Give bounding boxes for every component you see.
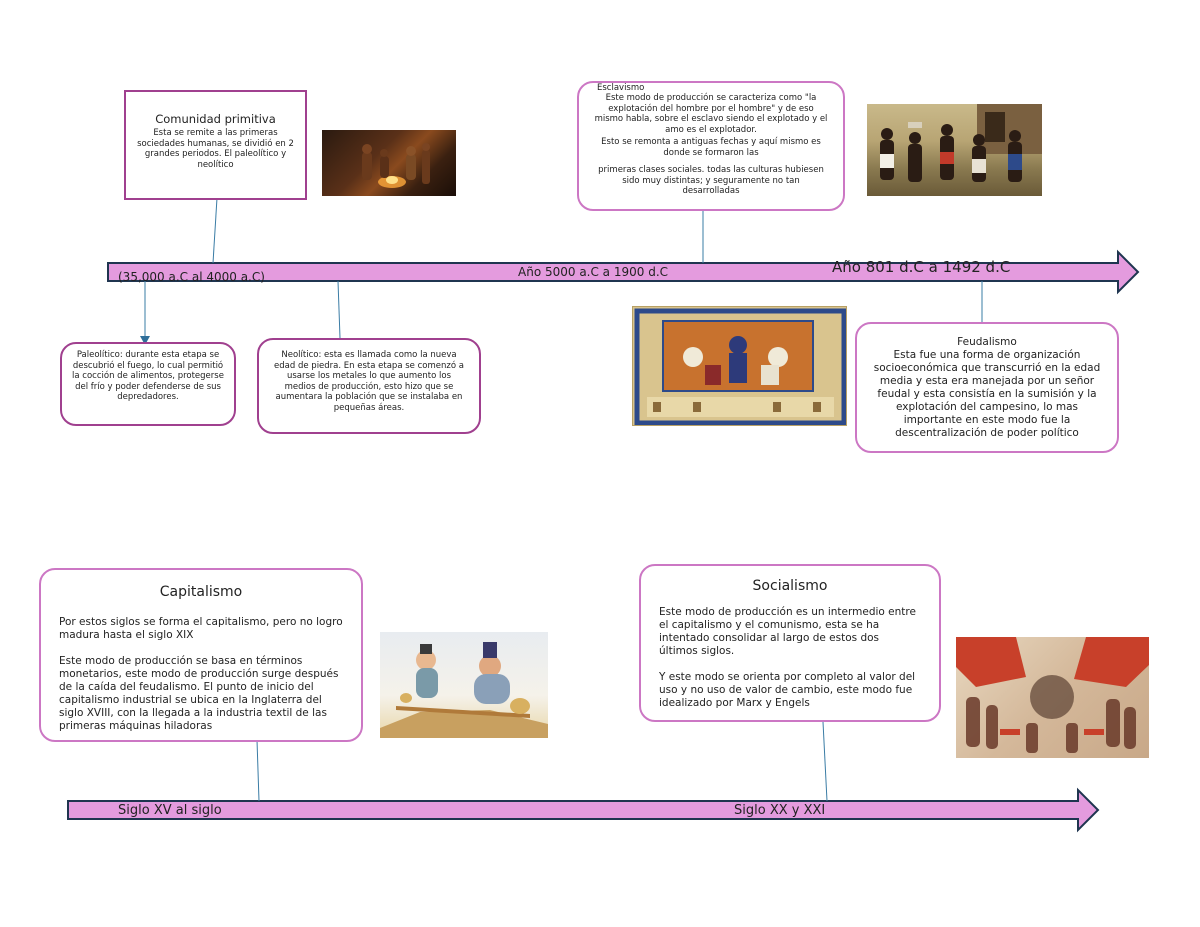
timeline-arrow-bottom [68,790,1098,830]
connector-capitalismo [257,740,259,801]
connector-socialismo [823,722,827,801]
socialismo-p2: Y este modo se orienta por completo al valor del uso y no uso de valor de cambio, este modo fue idealizado por Marx y Engels [659,671,916,709]
esclavismo-box [577,81,845,211]
esclavismo-p2: Esto se remonta a antiguas fechas y aquí mismo es donde se formaron las [601,137,821,158]
medieval-manuscript-image [632,306,847,426]
feudalismo-body: Esta fue una forma de organización socioeconómica que transcurrió en la edad media y esta era manejada por un señor feudal y esta consistía en la sumisión y la explotación del campesino, lo mas importante en este modo fue la descentralización de poder político [873,349,1101,439]
esclavismo-p3: primeras clases sociales. todas las culturas hubiesen sido muy distintas; y seguramente no tan desarrolladas [598,165,824,196]
cave-people-illustration [322,130,456,196]
socialismo-box [639,564,941,722]
neolitico-body: Neolítico: esta es llamada como la nueva edad de piedra. En esta etapa se comenzó a usarse los metales lo que aumento los medios de producción, esto hizo que se aumentara la población que se instalaba en pequeñas áreas. [274,350,464,413]
capitalism-cartoon-image [380,632,548,738]
capitalismo-p1: Por estos siglos se forma el capitalismo, pero no logro madura hasta el siglo XIX [59,616,343,641]
connector-neolitico [338,281,340,338]
capitalism-cartoon-illustration [380,632,548,738]
feudalismo-title: Feudalismo [957,336,1017,348]
timeline-label-left: (35,000 a.C al 4000 a.C) [118,270,265,284]
timeline-label-center: Año 5000 a.C a 1900 d.C [518,265,669,279]
timeline-bottom-label-right: Siglo XX y XXI [734,803,826,818]
esclavismo-p1: Este modo de producción se caracteriza como "la explotación del hombre por el hombre" y de eso mismo habla, sobre el esclavo siendo el explotado y el amo es el explotador. [594,93,828,135]
timeline-label-right: Año 801 d.C a 1492 d.C [832,258,1011,276]
timeline-bottom-label-left: Siglo XV al siglo [118,803,222,818]
capitalismo-p2: Este modo de producción se basa en términos monetarios, este modo de producción surge después de la caída del feudalismo. El punto de inicio del capitalismo industrial se ubica en la Inglaterra del siglo XVIII, con la llegada a la industria textil de las primeras máquinas hiladoras [59,655,339,732]
neolitico-box [257,338,481,434]
cave-people-image [322,130,456,196]
esclavismo-title: Esclavismo [597,83,645,93]
comunidad-primitiva-box [124,90,307,200]
capitalismo-title: Capitalismo [159,584,243,600]
comunidad-body: Esta se remite a las primeras sociedades humanas, se dividió en 2 grandes periodos. El paleolítico y neolítico [137,128,294,170]
comunidad-title: Comunidad primitiva [155,112,276,126]
socialism-poster-illustration [956,637,1149,758]
socialism-poster-image [956,637,1149,758]
socialismo-title: Socialismo [752,578,828,594]
capitalismo-box [39,568,363,742]
connector-comunidad [213,198,217,263]
medieval-manuscript-illustration [633,307,847,426]
socialismo-p1: Este modo de producción es un intermedio entre el capitalismo y el comunismo, esta se ha intentado consolidar al largo de estos dos últimos siglos. [659,606,916,657]
feudalismo-box [855,322,1119,453]
slavery-painting-illustration [867,104,1042,196]
paleolitico-body: Paleolítico: durante esta etapa se descubrió el fuego, lo cual permitió la cocción de alimentos, protegerse del frío y poder defenderse de sus depredadores. [72,350,224,402]
paleolitico-box [60,342,236,426]
slavery-painting-image [867,104,1042,196]
